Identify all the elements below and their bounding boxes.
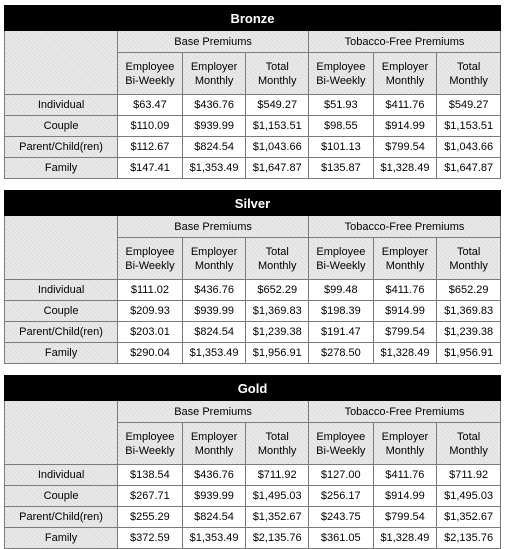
premium-value: $711.92 bbox=[246, 465, 309, 486]
premium-value: $111.02 bbox=[118, 280, 183, 301]
premium-value: $209.93 bbox=[118, 301, 183, 322]
table-row bbox=[5, 343, 501, 364]
column-header-line: Total bbox=[265, 245, 289, 258]
coverage-label: Parent/Child(ren) bbox=[5, 322, 118, 343]
column-header-line: Monthly bbox=[385, 74, 425, 87]
table-row bbox=[5, 486, 501, 507]
premium-value: $1,647.87 bbox=[246, 158, 309, 179]
premium-value: $1,956.91 bbox=[246, 343, 309, 364]
plan-title: Bronze bbox=[5, 6, 501, 31]
column-header-line: Monthly bbox=[385, 444, 425, 457]
column-header-line: Total bbox=[265, 60, 289, 73]
column-header bbox=[246, 423, 309, 465]
column-header bbox=[373, 238, 437, 280]
column-header bbox=[309, 238, 374, 280]
premium-value: $914.99 bbox=[373, 116, 437, 137]
premium-value: $1,495.03 bbox=[437, 486, 501, 507]
column-header-line: Employee bbox=[316, 430, 366, 443]
column-header-line: Employer bbox=[381, 430, 429, 443]
column-header-line: Bi-Weekly bbox=[125, 444, 175, 457]
column-header-line: Monthly bbox=[257, 259, 297, 272]
premium-value: $1,352.67 bbox=[246, 507, 309, 528]
group-header: Base Premiums bbox=[118, 401, 309, 423]
premium-value: $436.76 bbox=[182, 95, 246, 116]
premium-value: $1,647.87 bbox=[437, 158, 501, 179]
column-header-line: Monthly bbox=[194, 74, 234, 87]
premium-value: $1,043.66 bbox=[437, 137, 501, 158]
corner-cell bbox=[5, 401, 118, 465]
column-header-line: Monthly bbox=[449, 74, 488, 87]
column-header-line: Employer bbox=[190, 430, 238, 443]
column-header-line: Employer bbox=[190, 245, 238, 258]
premium-value: $411.76 bbox=[373, 280, 437, 301]
plan-table-2 bbox=[4, 375, 501, 549]
column-header bbox=[118, 423, 183, 465]
premium-value: $939.99 bbox=[182, 116, 246, 137]
column-header-line: Monthly bbox=[257, 74, 297, 87]
premium-value: $939.99 bbox=[182, 301, 246, 322]
column-header-line: Employee bbox=[316, 245, 366, 258]
premium-table bbox=[4, 5, 501, 179]
column-header bbox=[118, 238, 183, 280]
column-header-line: Monthly bbox=[194, 444, 234, 457]
group-header: Tobacco-Free Premiums bbox=[309, 31, 501, 53]
premium-value: $1,328.49 bbox=[373, 158, 437, 179]
coverage-label: Family bbox=[5, 343, 118, 364]
premium-value: $1,328.49 bbox=[373, 528, 437, 549]
premium-value: $2,135.76 bbox=[246, 528, 309, 549]
table-row bbox=[5, 465, 501, 486]
premium-value: $799.54 bbox=[373, 322, 437, 343]
premium-value: $1,352.67 bbox=[437, 507, 501, 528]
premium-value: $711.92 bbox=[437, 465, 501, 486]
coverage-label: Couple bbox=[5, 301, 118, 322]
column-header-line: Employee bbox=[125, 60, 175, 73]
premium-value: $138.54 bbox=[118, 465, 183, 486]
premium-value: $127.00 bbox=[308, 465, 373, 486]
premium-value: $549.27 bbox=[246, 95, 309, 116]
premium-value: $436.76 bbox=[182, 280, 246, 301]
premium-value: $799.54 bbox=[373, 137, 437, 158]
premium-value: $549.27 bbox=[437, 95, 501, 116]
table-row bbox=[5, 507, 501, 528]
coverage-label: Couple bbox=[5, 486, 118, 507]
column-header-line: Total bbox=[457, 60, 481, 73]
column-header bbox=[373, 53, 437, 95]
premium-value: $203.01 bbox=[118, 322, 183, 343]
premium-value: $939.99 bbox=[182, 486, 246, 507]
column-header-line: Bi-Weekly bbox=[125, 259, 175, 272]
plan-title: Silver bbox=[5, 191, 501, 216]
premium-value: $51.93 bbox=[309, 95, 374, 116]
plan-table-0 bbox=[4, 5, 501, 179]
premium-value: $361.05 bbox=[308, 528, 373, 549]
column-header-line: Total bbox=[457, 245, 481, 258]
column-header bbox=[308, 423, 373, 465]
premium-value: $278.50 bbox=[309, 343, 374, 364]
column-header-line: Employer bbox=[381, 245, 429, 258]
premium-value: $824.54 bbox=[182, 137, 246, 158]
premium-value: $1,239.38 bbox=[437, 322, 501, 343]
group-header: Base Premiums bbox=[118, 31, 309, 53]
group-header: Base Premiums bbox=[118, 216, 309, 238]
premium-value: $1,956.91 bbox=[437, 343, 501, 364]
premium-value: $914.99 bbox=[373, 486, 437, 507]
corner-cell bbox=[5, 31, 118, 95]
premium-value: $243.75 bbox=[308, 507, 373, 528]
table-row bbox=[5, 301, 501, 322]
column-header-line: Employer bbox=[381, 60, 429, 73]
column-header-line: Total bbox=[265, 430, 289, 443]
coverage-label: Parent/Child(ren) bbox=[5, 137, 118, 158]
table-row bbox=[5, 95, 501, 116]
premium-value: $256.17 bbox=[308, 486, 373, 507]
premium-value: $1,353.49 bbox=[182, 158, 246, 179]
premium-value: $799.54 bbox=[373, 507, 437, 528]
premium-value: $112.67 bbox=[118, 137, 183, 158]
column-header bbox=[182, 238, 246, 280]
column-header-line: Bi-Weekly bbox=[125, 74, 175, 87]
premium-value: $191.47 bbox=[309, 322, 374, 343]
plan-title: Gold bbox=[5, 376, 501, 401]
column-header-line: Monthly bbox=[449, 259, 488, 272]
premium-value: $824.54 bbox=[182, 507, 246, 528]
column-header bbox=[182, 53, 246, 95]
plan-table-1 bbox=[4, 190, 501, 364]
column-header bbox=[118, 53, 183, 95]
table-row bbox=[5, 158, 501, 179]
column-header-line: Monthly bbox=[257, 444, 297, 457]
column-header-line: Employee bbox=[316, 60, 366, 73]
premium-value: $267.71 bbox=[118, 486, 183, 507]
table-row bbox=[5, 322, 501, 343]
premium-value: $1,495.03 bbox=[246, 486, 309, 507]
premium-value: $1,153.51 bbox=[246, 116, 309, 137]
premium-value: $1,043.66 bbox=[246, 137, 309, 158]
premium-value: $411.76 bbox=[373, 465, 437, 486]
coverage-label: Parent/Child(ren) bbox=[5, 507, 118, 528]
column-header-line: Monthly bbox=[449, 444, 488, 457]
premium-value: $1,369.83 bbox=[246, 301, 309, 322]
premium-value: $436.76 bbox=[182, 465, 246, 486]
premium-value: $824.54 bbox=[182, 322, 246, 343]
column-header-line: Employee bbox=[125, 430, 175, 443]
premium-value: $652.29 bbox=[246, 280, 309, 301]
premium-value: $1,353.49 bbox=[182, 343, 246, 364]
premium-table bbox=[4, 375, 501, 549]
premium-value: $652.29 bbox=[437, 280, 501, 301]
column-header-line: Total bbox=[456, 430, 481, 443]
column-header bbox=[246, 53, 309, 95]
coverage-label: Family bbox=[5, 528, 118, 549]
column-header bbox=[373, 423, 437, 465]
table-row bbox=[5, 116, 501, 137]
premium-value: $135.87 bbox=[309, 158, 374, 179]
group-header: Tobacco-Free Premiums bbox=[308, 401, 500, 423]
column-header-line: Bi-Weekly bbox=[316, 74, 366, 87]
column-header bbox=[437, 423, 501, 465]
premium-value: $63.47 bbox=[118, 95, 183, 116]
premium-value: $101.13 bbox=[309, 137, 374, 158]
premium-value: $1,239.38 bbox=[246, 322, 309, 343]
premium-value: $914.99 bbox=[373, 301, 437, 322]
table-row bbox=[5, 528, 501, 549]
premium-value: $147.41 bbox=[118, 158, 183, 179]
column-header-line: Monthly bbox=[194, 259, 234, 272]
column-header-line: Employer bbox=[190, 60, 238, 73]
column-header bbox=[182, 423, 246, 465]
premium-value: $1,369.83 bbox=[437, 301, 501, 322]
column-header-line: Monthly bbox=[385, 259, 425, 272]
premium-value: $198.39 bbox=[309, 301, 374, 322]
premium-value: $99.48 bbox=[309, 280, 374, 301]
premium-value: $1,328.49 bbox=[373, 343, 437, 364]
column-header bbox=[309, 53, 374, 95]
premium-value: $110.09 bbox=[118, 116, 183, 137]
corner-cell bbox=[5, 216, 118, 280]
premium-value: $411.76 bbox=[373, 95, 437, 116]
premium-value: $372.59 bbox=[118, 528, 183, 549]
column-header-line: Bi-Weekly bbox=[316, 444, 366, 457]
column-header bbox=[246, 238, 309, 280]
premium-table bbox=[4, 190, 501, 364]
premium-value: $2,135.76 bbox=[437, 528, 501, 549]
coverage-label: Family bbox=[5, 158, 118, 179]
coverage-label: Individual bbox=[5, 95, 118, 116]
coverage-label: Couple bbox=[5, 116, 118, 137]
column-header bbox=[437, 238, 501, 280]
group-header: Tobacco-Free Premiums bbox=[309, 216, 501, 238]
premium-value: $1,353.49 bbox=[182, 528, 246, 549]
table-row bbox=[5, 137, 501, 158]
premium-value: $290.04 bbox=[118, 343, 183, 364]
premium-value: $1,153.51 bbox=[437, 116, 501, 137]
coverage-label: Individual bbox=[5, 280, 118, 301]
premium-value: $255.29 bbox=[118, 507, 183, 528]
premium-value: $98.55 bbox=[309, 116, 374, 137]
column-header-line: Employee bbox=[125, 245, 175, 258]
column-header-line: Bi-Weekly bbox=[316, 259, 366, 272]
coverage-label: Individual bbox=[5, 465, 118, 486]
column-header bbox=[437, 53, 501, 95]
table-row bbox=[5, 280, 501, 301]
